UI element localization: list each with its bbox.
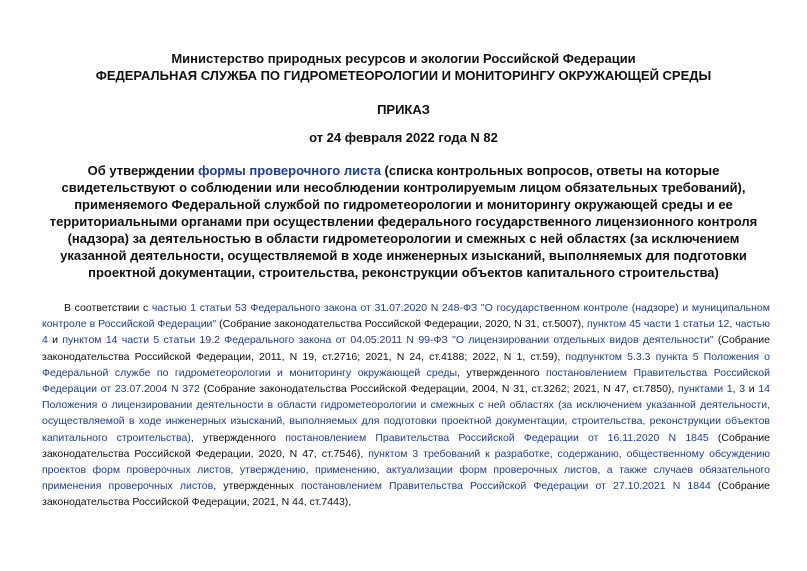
body-text: , утвержденного (457, 366, 546, 379)
service-name: ФЕДЕРАЛЬНАЯ СЛУЖБА ПО ГИДРОМЕТЕОРОЛОГИИ И МОНИТОРИНГУ ОКРУЖАЮЩЕЙ СРЕДЫ (95, 68, 712, 83)
body-text: (Собрание законодательства Российской Федерации, 2020, N 47, ст.7546), (42, 431, 770, 460)
body-text: (Собрание законодательства Российской Федерации, 2020, N 31, ст.5007), (216, 318, 587, 331)
body-text: (Собрание законодательства Российской Федерации, 2011, N 19, ст.2716; 2021, N 24, ст.4188; 2022, N 1, ст.59), (42, 334, 770, 363)
law-link[interactable]: пунктом 3 требований к разработке, содержанию, общественному обсуждению проектов форм проверочных листов, утверждению, применению, актуализации форм проверочных листов, а также случаев обязательного применения проверочных листов (42, 447, 771, 493)
body-text: , (732, 383, 740, 396)
law-link[interactable]: пунктами 1 (678, 383, 733, 396)
title-rest: (списка контрольных вопросов, ответы на которые свидетельствуют о соблюдении или несоблюдении контролируемым лицом обязательных требований), применяемого Федеральной службой по гидрометеорологии и мониторингу окружающей среды и ее территориальными органами при осуществлении федерального государственного лицензионного контроля (надзора) за деятельностью в области гидрометеорологии и смежных с ней областях (за исключением указанной деятельности, осуществляемой в ходе инженерных изысканий, выполняемых для подготовки проектной документации, строительства, реконструкции объектов капитального строительства) (49, 163, 758, 280)
body-text: В соответствии с (64, 302, 152, 314)
body-text: (Собрание законодательства Российской Федерации, 2021, N 44, ст.7443), (42, 480, 771, 509)
law-link[interactable]: пунктом 45 части 1 статьи 12 (587, 318, 730, 331)
body-text: и (47, 334, 63, 347)
title-prefix: Об утверждении (87, 163, 199, 178)
body-text: , (729, 318, 736, 331)
law-link[interactable]: 14 Положения о лицензировании деятельности в области гидрометеорологии и смежных с ней областях (за исключением указанной деятельности, осуществляемой в ходе инженерных изысканий, выполняемых для подготовки проектной документации, строительства, реконструкции объектов капитального строительства) (42, 383, 770, 444)
ministry-name: Министерство природных ресурсов и экологии Российской Федерации (171, 51, 636, 66)
document-title (40, 162, 767, 281)
law-link[interactable]: постановлением Правительства Российской Федерации от 27.10.2021 N 1844 (300, 480, 711, 493)
document-type: ПРИКАЗ (377, 102, 430, 117)
law-link[interactable]: подпунктом 5.3.3 пункта 5 Положения о Федеральной службе по гидрометеорологии и мониторингу окружающей среды (42, 350, 770, 379)
law-link[interactable]: постановлением Правительства Российской Федерации от 16.11.2020 N 1845 (285, 431, 709, 444)
body-text: , утвержденных (213, 480, 301, 493)
title-link[interactable]: формы проверочного листа (198, 163, 381, 178)
law-link[interactable]: 3 (739, 383, 746, 396)
law-link[interactable]: пунктом 14 части 5 статьи 19.2 Федерального закона от 04.05.2011 N 99-ФЗ "О лицензировании отдельных видов деятельности" (62, 334, 714, 347)
body-text: (Собрание законодательства Российской Федерации, 2004, N 31, ст.3262; 2021, N 47, ст.7850), (199, 383, 679, 396)
body-text: и (745, 383, 759, 396)
document-date-number: от 24 февраля 2022 года N 82 (309, 130, 498, 145)
law-link[interactable]: частью 4 (42, 318, 770, 347)
body-text: , утвержденного (190, 431, 286, 444)
law-link[interactable]: постановлением Правительства Российской Федерации от 23.07.2004 N 372 (42, 366, 771, 396)
law-link[interactable]: частью 1 статьи 53 Федерального закона от 31.07.2020 N 248-ФЗ "О государственном контроле (надзоре) и муниципальном контроле в Российской Федерации" (42, 302, 770, 331)
preamble-paragraph (42, 300, 770, 511)
